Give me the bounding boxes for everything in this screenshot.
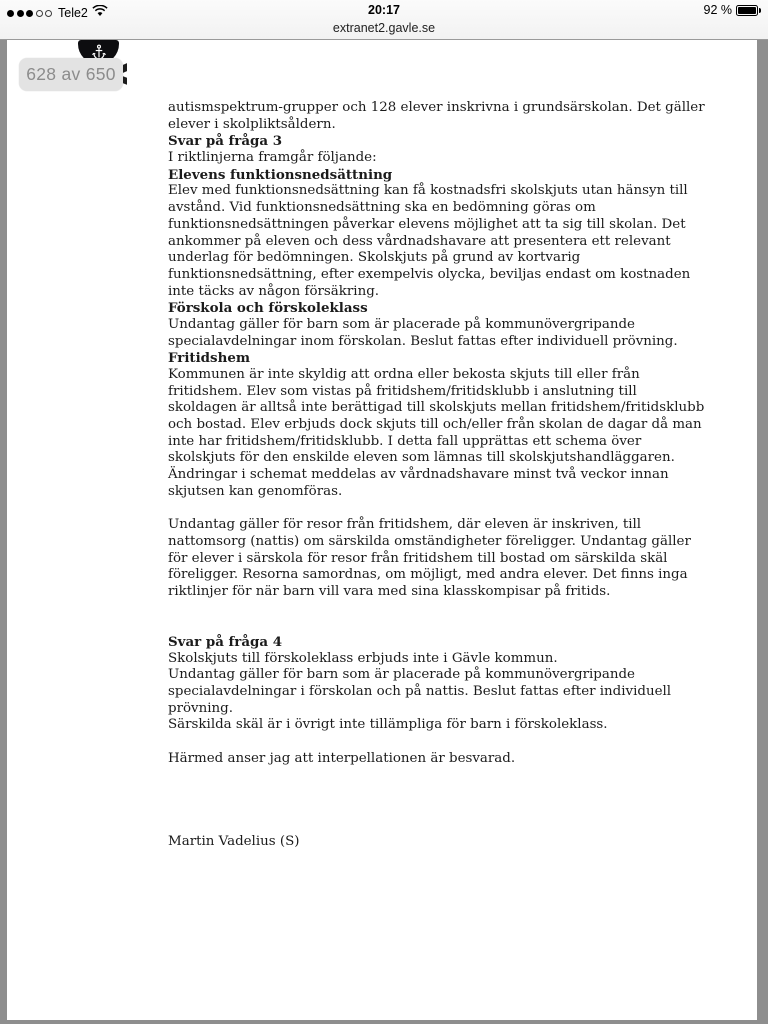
doc-line: Elevens funktionsnedsättning bbox=[168, 166, 393, 183]
doc-line: Undantag gäller för barn som är placerade på kommunövergripande bbox=[168, 667, 635, 683]
doc-line bbox=[168, 734, 620, 751]
doc-line: prövning. bbox=[168, 700, 233, 716]
doc-line bbox=[168, 784, 620, 801]
doc-line: Särskilda skäl är i övrigt inte tillämpliga för barn i förskoleklass. bbox=[168, 717, 608, 733]
doc-line bbox=[168, 601, 620, 618]
doc-line: specialavdelningar inom förskolan. Beslut fattas efter individuell prövning. bbox=[168, 333, 678, 349]
doc-line: I riktlinjerna framgår följande: bbox=[168, 150, 377, 166]
browser-viewport bbox=[0, 40, 768, 1024]
doc-line: inte täcks av någon försäkring. bbox=[168, 283, 380, 299]
doc-line: nattomsorg (nattis) om särskilda omständigheter föreligger. Undantag gäller bbox=[168, 533, 691, 549]
doc-line bbox=[168, 501, 620, 518]
doc-line bbox=[168, 818, 620, 835]
doc-line: Ändringar i schemat meddelas av vårdnadshavare minst två veckor innan bbox=[168, 467, 669, 483]
doc-line: Undantag gäller för barn som är placerade på kommunövergripande bbox=[168, 316, 635, 332]
doc-line: underlag för bedömningen. Skolskjuts på grund av kortvarig bbox=[168, 250, 581, 266]
page-indicator-badge: 628 av 650 bbox=[19, 58, 123, 91]
doc-line: Förskola och förskoleklass bbox=[168, 300, 368, 317]
doc-line: Svar på fråga 4 bbox=[168, 634, 283, 650]
doc-line: autismspektrum-grupper och 128 elever inskrivna i grundsärskolan. Det gäller bbox=[168, 100, 705, 115]
doc-line: för elever i särskola för resor från fritidshem till bostad om särskilda skäl bbox=[168, 550, 668, 566]
doc-line: riktlinjer för när barn vill vara med sina klasskompisar på fritids. bbox=[168, 583, 611, 599]
doc-line: skjutsen kan genomföras. bbox=[168, 483, 343, 499]
partial-icon-fragment bbox=[123, 63, 127, 73]
doc-line: Undantag gäller för resor från fritidshem, där eleven är inskriven, till bbox=[168, 517, 642, 533]
status-bar bbox=[0, 0, 768, 20]
doc-line: funktionsnedsättning, efter exempelvis olycka, beviljas endast om kostnaden bbox=[168, 266, 691, 282]
doc-line: funktionsnedsättningen påverkar elevens möjlighet att ta sig till skolan. Det bbox=[168, 216, 686, 232]
doc-line: föreligger. Resorna samordnas, om möjligt, med andra elever. Det finns inga bbox=[168, 567, 688, 583]
doc-line: avstånd. Vid funktionsnedsättning ska en bedömning göras om bbox=[168, 200, 596, 216]
doc-line bbox=[168, 768, 620, 785]
pdf-page[interactable] bbox=[7, 40, 757, 1020]
doc-line: Svar på fråga 3 bbox=[168, 133, 283, 150]
doc-line: fritidshem. Elev som vistas på fritidshem/fritidsklubb i anslutning till bbox=[168, 383, 637, 399]
doc-line: och bostad. Elev erbjuds dock skjuts till och/eller från skolan de dagar då man bbox=[168, 417, 702, 433]
doc-line bbox=[168, 801, 620, 818]
doc-line: Härmed anser jag att interpellationen är besvarad. bbox=[168, 750, 516, 766]
doc-line: elever i skolpliktsåldern. bbox=[168, 116, 336, 132]
doc-line: Kommunen är inte skyldig att ordna eller bekosta skjuts till eller från bbox=[168, 367, 640, 382]
clock: 20:17 bbox=[368, 3, 400, 17]
doc-line: Martin Vadelius (S) bbox=[168, 834, 300, 850]
url-bar[interactable]: extranet2.gavle.se bbox=[332, 21, 436, 35]
browser-top-bar bbox=[0, 0, 768, 40]
doc-line: skoldagen är alltså inte berättigad till skolskjuts mellan fritidshem/fritidsklubb bbox=[168, 400, 705, 416]
status-right bbox=[704, 3, 762, 17]
doc-line bbox=[168, 617, 620, 634]
doc-line: Elev med funktionsnedsättning kan få kostnadsfri skolskjuts utan hänsyn till bbox=[168, 183, 688, 199]
doc-line: inte har fritidshem/fritidsklubb. I detta fall upprättas ett schema över bbox=[168, 433, 642, 449]
doc-line: Fritidshem bbox=[168, 350, 251, 367]
doc-line: ankommer på eleven och dess vårdnadshavare att presentera ett relevant bbox=[168, 233, 671, 249]
document-text bbox=[168, 100, 705, 851]
carrier-label: Tele2 bbox=[58, 6, 88, 20]
doc-line: skolskjuts för den enskilde eleven som lämnas till skolskjutshandläggaren. bbox=[168, 450, 675, 466]
doc-line: specialavdelningar i förskolan och på nattis. Beslut fattas efter individuell bbox=[168, 684, 672, 700]
battery-icon bbox=[736, 5, 758, 16]
partial-icon-fragment bbox=[123, 76, 127, 84]
doc-line: Skolskjuts till förskoleklass erbjuds inte i Gävle kommun. bbox=[168, 650, 558, 666]
battery-percent-label: 92 % bbox=[703, 3, 732, 17]
